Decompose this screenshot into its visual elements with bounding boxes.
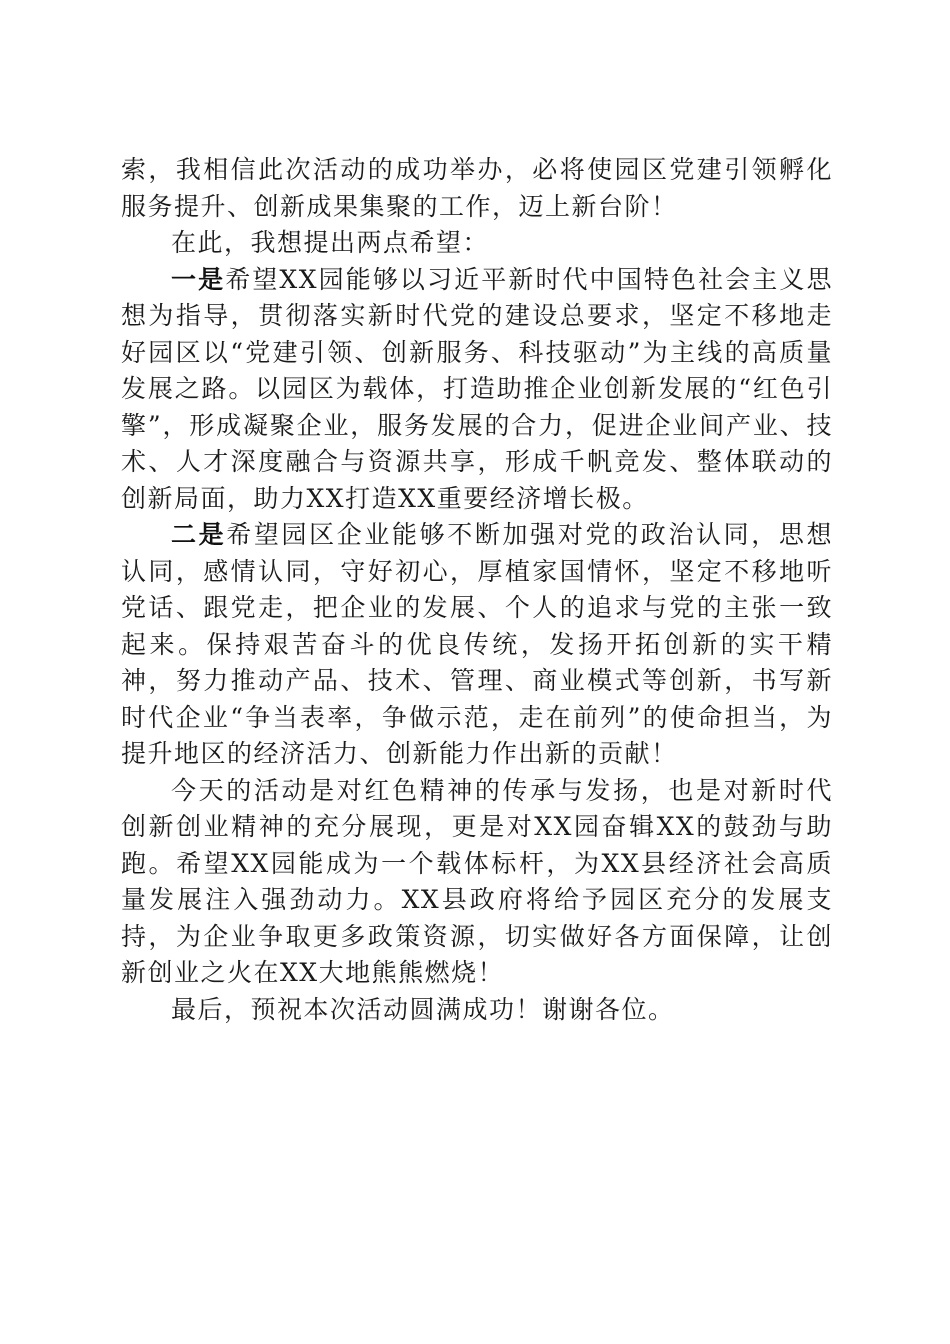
paragraph-text: 今天的活动是对红色精神的传承与发扬，也是对新时代创新创业精神的充分展现，更是对XX园奋辑XX的鼓劲与助跑。希望XX园能成为一个载体标杆，为XX县经济社会高质量发展注入强劲动力。XX县政府将给予园区充分的发展支持，为企业争取更多政策资源，切实做好各方面保障，让创新创业之火在XX大地熊熊燃烧！: [121, 775, 833, 987]
paragraph-lead: 二是: [171, 520, 227, 549]
paragraph-text: 索，我相信此次活动的成功举办，必将使园区党建引领孵化服务提升、创新成果集聚的工作，迈上新台阶！: [121, 155, 833, 221]
paragraph-text: 希望园区企业能够不断加强对党的政治认同，思想认同，感情认同，守好初心，厚植家国情怀，坚定不移地听党话、跟党走，把企业的发展、个人的追求与党的主张一致起来。保持艰苦奋斗的优良传统，发扬开拓创新的实干精神，努力推动产品、技术、管理、商业模式等创新，书写新时代企业“争当表率，争做示范，走在前列”的使命担当，为提升地区的经济活力、创新能力作出新的贡献！: [121, 520, 833, 768]
paragraph-intro-hopes: [121, 225, 833, 262]
paragraph-hope-two: [121, 517, 833, 773]
paragraph-lead: 一是: [171, 264, 226, 294]
paragraph-closing: [121, 992, 833, 1029]
paragraph-text: 在此，我想提出两点希望：: [171, 228, 490, 257]
paragraph-text: 希望XX园能够以习近平新时代中国特色社会主义思想为指导，贯彻落实新时代党的建设总要求，坚定不移地走好园区以“党建引领、创新服务、科技驱动”为主线的高质量发展之路。以园区为载体，打造助推企业创新发展的“红色引擎”，形成凝聚企业，服务发展的合力，促进企业间产业、技术、人才深度融合与资源共享，形成千帆竞发、整体联动的创新局面，助力XX打造XX重要经济增长极。: [121, 264, 833, 513]
document-body: [121, 152, 833, 1028]
paragraph-continuation: [121, 152, 833, 225]
paragraph-hope-one: [121, 262, 833, 518]
paragraph-text: 最后，预祝本次活动圆满成功！谢谢各位。: [171, 994, 675, 1024]
paragraph-today-activity: [121, 773, 833, 992]
